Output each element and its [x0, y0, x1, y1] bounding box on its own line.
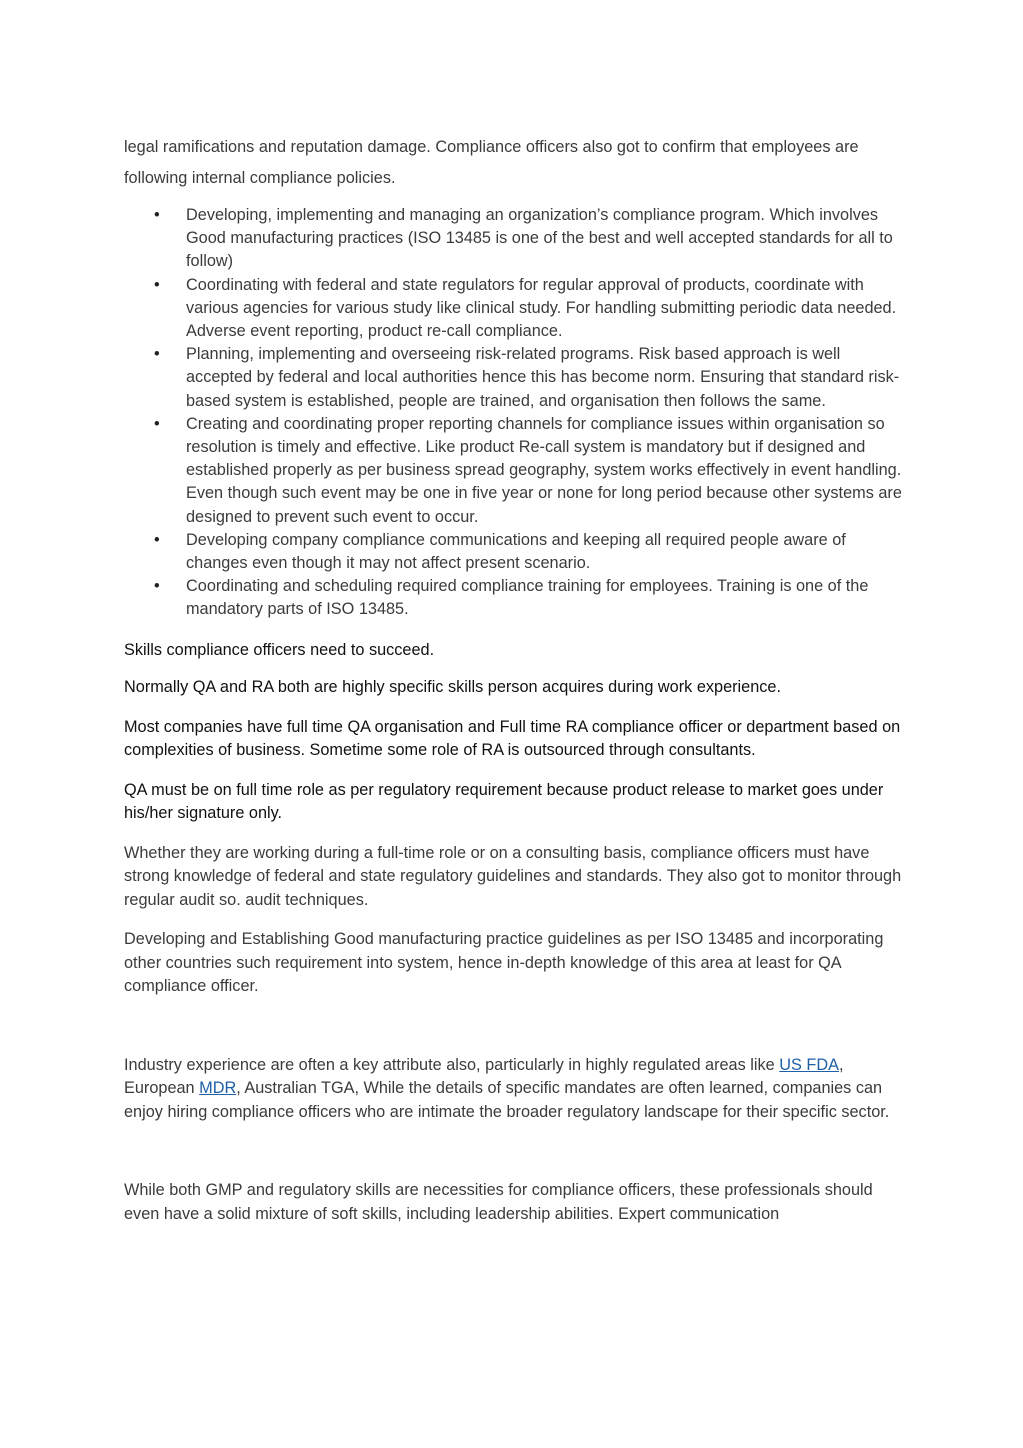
soft-skills-paragraph: While both GMP and regulatory skills are necessities for compliance officers, these professionals should even have a solid mixture of soft skills, including leadership abilities. Expert communication	[124, 1181, 873, 1223]
industry-paragraph	[124, 1054, 902, 1125]
list-item: • Developing company compliance communications and keeping all required people aware of changes even though it may not affect present scenario.	[124, 529, 902, 575]
industry-text-mid: , European	[124, 1055, 844, 1098]
industry-text-before: Industry experience are often a key attribute also, particularly in highly regulated areas like	[124, 1055, 780, 1074]
list-item: • Coordinating with federal and state regulators for regular approval of products, coordinate with various agencies for various study like clinical study. For handling submitting periodic data needed. Adverse event reporting, product re-call compliance.	[124, 274, 902, 344]
responsibilities-list	[124, 204, 902, 622]
list-item: • Planning, implementing and overseeing risk-related programs. Risk based approach is well accepted by federal and local authorities hence this has become norm. Ensuring that standard risk- based system is established, people are trained, and organisation then follows the same.	[124, 343, 902, 413]
qa-role-paragraph: QA must be on full time role as per regulatory requirement because product release to market goes under his/her signature only.	[124, 780, 884, 823]
skills-heading: Skills compliance officers need to succeed.	[124, 640, 435, 659]
list-item: • Coordinating and scheduling required compliance training for employees. Training is one of the mandatory parts of ISO 13485.	[124, 575, 902, 621]
document-page	[124, 132, 902, 1226]
gmp-paragraph: Developing and Establishing Good manufacturing practice guidelines as per ISO 13485 and incorporating other countries such requirement into system, hence in-depth knowledge of this area at least for QA compliance officer.	[124, 930, 884, 996]
whether-paragraph: Whether they are working during a full-time role or on a consulting basis, compliance officers must have strong knowledge of federal and state regulatory guidelines and standards. They also got to monitor through regular audit so. audit techniques.	[124, 843, 902, 909]
mdr-link[interactable]: MDR	[199, 1079, 237, 1098]
qa-ra-paragraph: Normally QA and RA both are highly specific skills person acquires during work experience.	[124, 678, 781, 697]
list-item: • Creating and coordinating proper reporting channels for compliance issues within organisation so resolution is timely and effective. Like product Re-call system is mandatory but if designed and established properly as per business spread geography, system works effectively in event handling. Even though such event may be one in five year or none for long period because other systems are designed to prevent such event to occur.	[124, 413, 902, 529]
intro-paragraph: legal ramifications and reputation damage. Compliance officers also got to confirm that employees are following internal compliance policies.	[124, 138, 859, 187]
us-fda-link[interactable]: US FDA	[779, 1055, 839, 1074]
list-item: • Developing, implementing and managing an organization’s compliance program. Which involves Good manufacturing practices (ISO 13485 is one of the best and well accepted standards for all to follow)	[124, 204, 902, 274]
industry-text-after: , Australian TGA, While the details of specific mandates are often learned, companies can enjoy hiring compliance officers who are intimate the broader regulatory landscape for their specific sector.	[124, 1079, 890, 1121]
companies-paragraph: Most companies have full time QA organisation and Full time RA compliance officer or department based on complexities of business. Sometime some role of RA is outsourced through consultants.	[124, 717, 901, 760]
